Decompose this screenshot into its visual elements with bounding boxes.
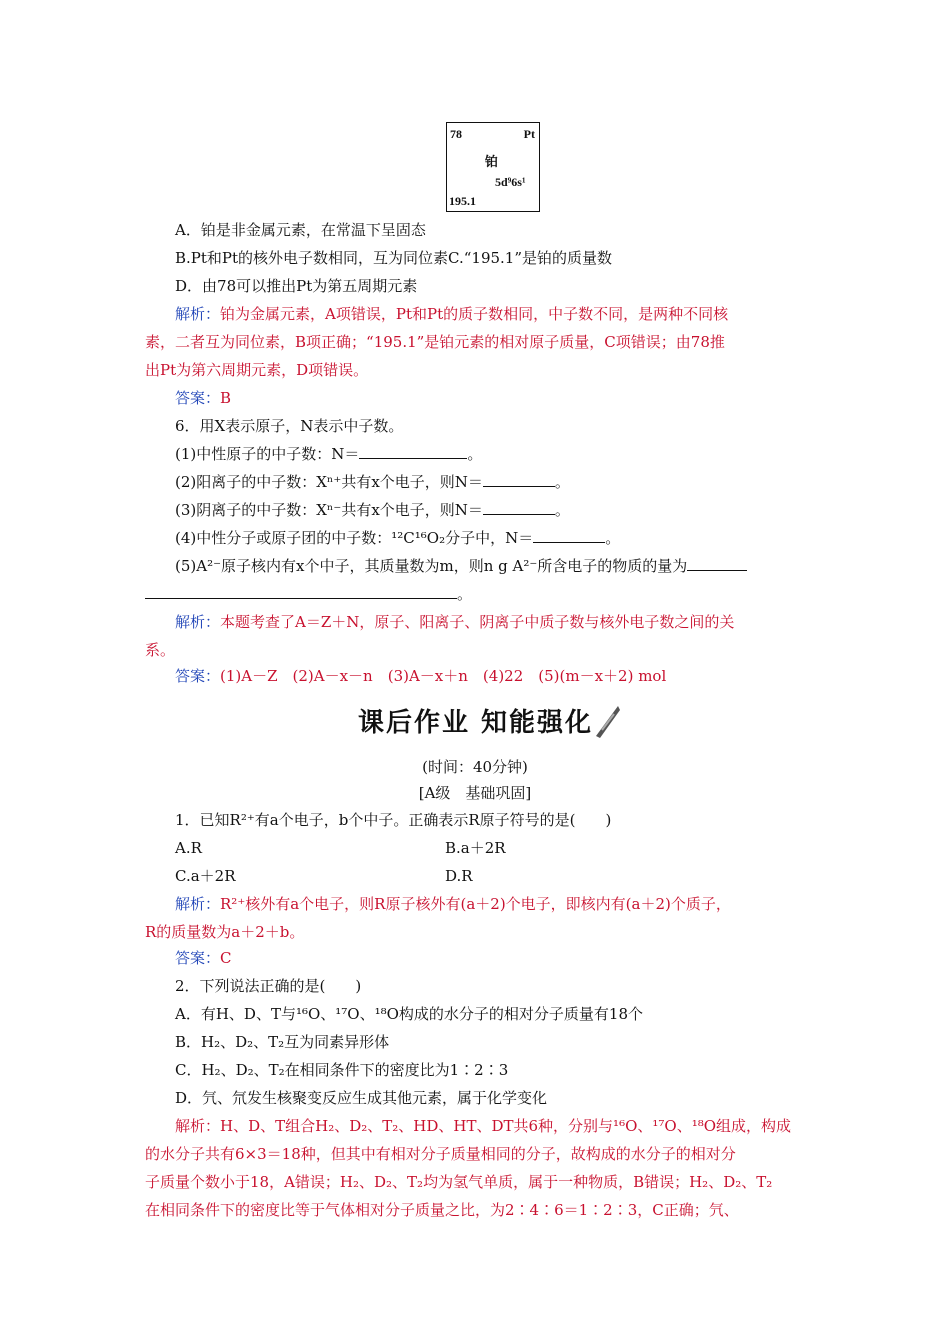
element-name: 铂 <box>485 154 499 169</box>
a1-explanation-2: R的质量数为a＋2＋b。 <box>145 923 305 941</box>
time-limit: (时间：40分钟) <box>422 758 528 776</box>
q5-option-d: D．由78可以推出Pt为第五周期元素 <box>175 277 418 295</box>
a1-stem: 1．已知R²⁺有a个电子，b个中子。正确表示R原子符号的是( ) <box>175 811 612 829</box>
q5-answer: 答案：B <box>175 389 232 407</box>
q6-stem: 6．用X表示原子，N表示中子数。 <box>175 417 404 435</box>
a1-option-a: A.R <box>175 839 202 857</box>
a2-option-d: D．氕、氘发生核聚变反应生成其他元素，属于化学变化 <box>175 1089 548 1107</box>
a2-option-c: C．H₂、D₂、T₂在相同条件下的密度比为1∶2∶3 <box>175 1061 509 1079</box>
a2-explanation-4: 在相同条件下的密度比等于气体相对分子质量之比，为2∶4∶6＝1∶2∶3，C正确；氕、 <box>145 1201 739 1219</box>
platinum-element-card <box>446 122 540 212</box>
a2-explanation-2: 的水分子共有6×3＝18种，但其中有相对分子质量相同的分子，故构成的水分子的相对分 <box>145 1145 736 1163</box>
q5-explanation-3: 出Pt为第六周期元素，D项错误。 <box>145 361 369 379</box>
a2-explanation-3: 子质量个数小于18，A错误；H₂、D₂、T₂均为氢气单质，属于一种物质，B错误；H₂、D₂、T₂ <box>145 1173 773 1191</box>
a2-option-a: A．有H、D、T与¹⁶O、¹⁷O、¹⁸O构成的水分子的相对分子质量有18个 <box>175 1005 644 1023</box>
element-symbol: Pt <box>523 127 535 141</box>
a1-answer: 答案：C <box>175 949 232 967</box>
a2-stem: 2．下列说法正确的是( ) <box>175 977 362 995</box>
a1-explanation-1: 解析：R²⁺核外有a个电子，则R原子核外有(a＋2)个电子，即核内有(a＋2)个质子， <box>175 895 731 913</box>
q6-explanation-2: 系。 <box>145 641 176 659</box>
q5-option-a: A．铂是非金属元素，在常温下呈固态 <box>175 221 426 239</box>
level-heading: [A级 基础巩固] <box>418 784 532 802</box>
q5-explanation-2: 素，二者互为同位素，B项正确；“195.1”是铂元素的相对原子质量，C项错误；由78推 <box>145 333 725 351</box>
section-banner: 课后作业 知能强化 <box>358 708 594 738</box>
a1-option-b: B.a＋2R <box>445 839 506 857</box>
pen-stroke-icon <box>592 700 622 740</box>
atomic-mass: 195.1 <box>449 194 476 208</box>
q6-part-1: (1)中性原子的中子数：N＝ 。 <box>175 445 483 463</box>
q6-explanation-1: 解析：本题考查了A＝Z＋N，原子、阳离子、阴离子中质子数与核外电子数之间的关 <box>175 613 735 631</box>
a1-option-d: D.R <box>445 867 473 885</box>
q6-answer: 答案：(1)A－Z (2)A－x－n (3)A－x＋n (4)22 (5)(m－x＋2) mol <box>175 667 667 685</box>
atomic-number: 78 <box>450 127 462 141</box>
q5-explanation-1: 解析：铂为金属元素，A项错误，Pt和Pt的质子数相同，中子数不同，是两种不同核 <box>175 305 729 323</box>
a2-option-b: B．H₂、D₂、T₂互为同素异形体 <box>175 1033 390 1051</box>
q5-option-bc: B.Pt和Pt的核外电子数相同，互为同位素C.“195.1”是铂的质量数 <box>175 249 613 267</box>
a2-explanation-1: 解析：H、D、T组合H₂、D₂、T₂、HD、HT、DT共6种，分别与¹⁶O、¹⁷O、¹⁸O组成，构成 <box>175 1117 792 1135</box>
electron-config: 5d⁹6s¹ <box>495 175 526 189</box>
q6-part-2: (2)阳离子的中子数：Xⁿ⁺共有x个电子，则N＝ 。 <box>175 473 570 491</box>
q6-part-5-cont: 。 <box>145 584 472 604</box>
q6-part-5: (5)A²⁻原子核内有x个中子，其质量数为m，则n g A²⁻所含电子的物质的量为 <box>175 556 747 576</box>
q6-part-3: (3)阴离子的中子数：Xⁿ⁻共有x个电子，则N＝ 。 <box>175 501 570 519</box>
q6-part-4: (4)中性分子或原子团的中子数：¹²C¹⁶O₂分子中，N＝ 。 <box>175 529 621 547</box>
a1-option-c: C.a＋2R <box>175 867 236 885</box>
